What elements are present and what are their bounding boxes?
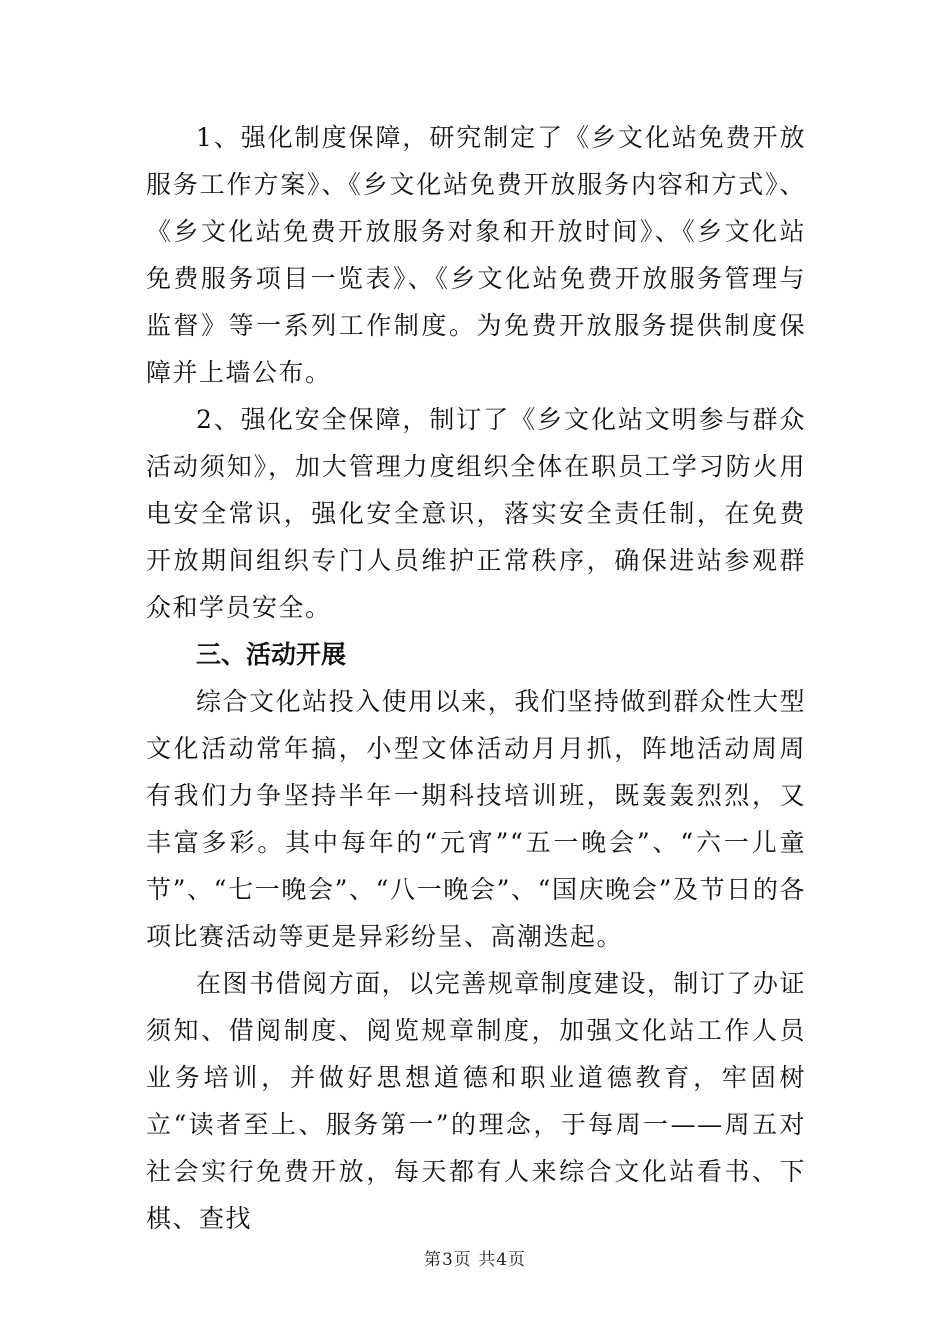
section-heading-activities: 三、活动开展 (196, 640, 347, 669)
paragraph-library-lending: 在图书借阅方面，以完善规章制度建设，制订了办证须知、借阅制度、阅览规章制度，加强文化站工作人员业务培训，并做好思想道德和职业道德教育，牢固树立“读者至上、服务第一”的理念，于每周一——周五对社会实行免费开放，每天都有人来综合文化站看书、下棋、查找 (146, 969, 806, 1233)
paragraph-activities: 综合文化站投入使用以来，我们坚持做到群众性大型文化活动常年搞，小型文体活动月月抓，阵地活动周周有我们力争坚持半年一期科技培训班，既轰轰烈烈，又丰富多彩。其中每年的“元宵”“五一晚会”、“六一儿童节”、“七一晚会”、“八一晚会”、“国庆晚会”及节日的各项比赛活动等更是异彩纷呈、高潮迭起。 (146, 687, 806, 951)
document-body (146, 114, 806, 1242)
paragraph-institution-guarantee: 1、强化制度保障，研究制定了《乡文化站免费开放服务工作方案》、《乡文化站免费开放服务内容和方式》、《乡文化站免费开放服务对象和开放时间》、《乡文化站免费服务项目一览表》、《乡文化站免费开放服务管理与监督》等一系列工作制度。为免费开放服务提供制度保障并上墙公布。 (146, 123, 806, 387)
page-footer: 第3页 共4页 (423, 1250, 527, 1270)
paragraph-safety-guarantee: 2、强化安全保障，制订了《乡文化站文明参与群众活动须知》，加大管理力度组织全体在职员工学习防火用电安全常识，强化安全意识，落实安全责任制，在免费开放期间组织专门人员维护正常秩序，确保进站参观群众和学员安全。 (146, 405, 806, 622)
